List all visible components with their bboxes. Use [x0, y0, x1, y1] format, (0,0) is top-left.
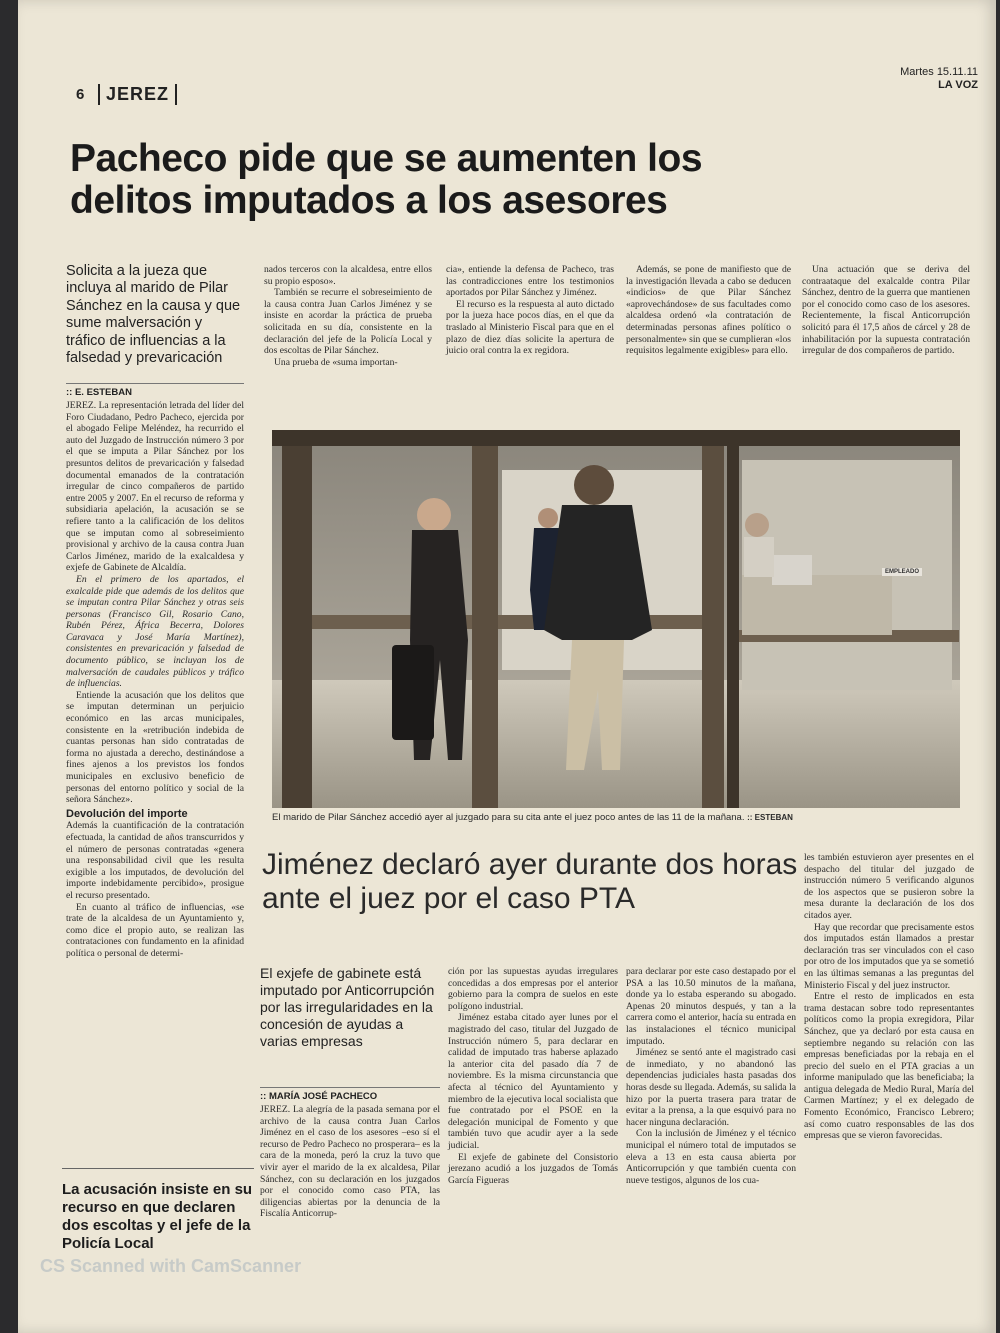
second-deck: El exjefe de gabinete está imputado por Anticorrupción por las irregularidades en la concesión de ayudas a varias empresas [260, 965, 435, 1049]
paragraph: En cuanto al tráfico de influencias, «se trate de la alcaldesa de un Ayuntamiento y, como dice el propio auto, se realizan las contrataciones con fundamento en la afinidad política o personal de determi- [66, 901, 244, 959]
article2-column-1 [260, 1104, 440, 1220]
paragraph: Además, se pone de manifiesto que de la investigación llevada a cabo se deducen «indicios» de que Pilar Sánchez «aprovechándose» de sus facultades como alcaldesa ordenó «la contratación de determinadas personas afines político o personalmente» sin que se cumplieran «los requisitos legalmente exigibles» para ello. [626, 264, 791, 357]
dateline [900, 66, 978, 92]
issue-date: Martes 15.11.11 [900, 66, 978, 78]
article2-column-4 [804, 852, 974, 1142]
paper-name: LA VOZ [938, 79, 978, 91]
paragraph: Hay que recordar que precisamente estos dos imputados están llamados a prestar declaración tras ser vinculados con el caso por otro de los imputados que ya se sometió en las últimas semanas a las preguntas del Ministerio Fiscal y del juez instructor. [804, 921, 974, 991]
article2-column-2 [448, 966, 618, 1186]
photo-credit: :: ESTEBAN [747, 813, 793, 822]
paragraph: Además la cuantificación de la contratación efectuada, la cantidad de años transcurridos y el número de personas contratadas «genera una responsabilidad civil que les resulta exigible a los imputados, de devolución del importe indebidamente percibido», prosigue el recurso presentado. [66, 820, 244, 901]
paragraph: JEREZ. La alegría de la pasada semana por el archivo de la causa contra Juan Carlos Jiménez en el caso de los asesores –eso sí el recurso de Pedro Pacheco no prosperara– es la cara de la moneda, peró la cruz la tuvo que vivir ayer el marido de la ex alcaldesa, Pilar Sánchez, con su declaración en los juzgados por el conocido como caso PTA, las diligencias abiertas por la denuncia de la Fiscalía Anticorrup- [260, 1104, 440, 1220]
second-byline: :: MARÍA JOSÉ PACHECO [260, 1087, 440, 1102]
subhead: Devolución del importe [66, 807, 188, 820]
article1-column-2 [264, 264, 432, 368]
page-number: 6 [76, 86, 85, 103]
article1-column-1 [66, 400, 244, 960]
main-deck: Solicita a la jueza que incluya al marido de Pilar Sánchez en la causa y que sume malversación y tráfico de influencias a la falsedad y prevaricación [66, 263, 241, 367]
article1-column-3 [446, 264, 614, 357]
paragraph: les también estuvieron ayer presentes en el despacho del titular del juzgado de instrucción número 5 verificando algunos de los aspectos que se pusieron sobre la mesa durante la declaración de los dos citados ayer. [804, 852, 974, 921]
section-label: JEREZ [98, 84, 177, 105]
article1-column-4 [626, 264, 791, 357]
desk-sign: EMPLEADO [882, 568, 922, 576]
paragraph: Jiménez estaba citado ayer lunes por el magistrado del caso, titular del Juzgado de Instrucción número 5, para declarar en calidad de imputado tras haberse aplazado la anterior cita del pasado día 7 de noviembre. Es la misma circunstancia que afecta al técnico del Ayuntamiento y miembro de la ejecutiva local socialista que fue contratado por el PSOE en la delegación municipal de Fomento y que también tuvo que acudir ayer a la sede judicial. [448, 1012, 618, 1151]
paragraph: cia», entiende la defensa de Pacheco, tras las contradicciones entre los testimonios aportados por Pilar Sánchez y Jiménez. [446, 264, 614, 299]
main-headline: Pacheco pide que se aumenten los delitos imputados a los asesores [70, 137, 703, 222]
photo-caption [272, 812, 962, 823]
scanner-watermark: CS Scanned with CamScanner [40, 1256, 302, 1276]
paragraph: También se recurre el sobreseimiento de la causa contra Juan Carlos Jiménez y se insiste en acordar la práctica de prueba solicitada en su día, consistente en la declaración del jefe de la Policía Local y dos escoltas de Pilar Sánchez. [264, 287, 432, 357]
paragraph: Entiende la acusación que los delitos que se imputan determinan un perjuicio económico en las arcas municipales, consistente en la «retribución indebida de cuantas personas han sido contratadas de forma no ajustada a derecho, destinándose a fines ajenos a los previstos los fondos municipales en exclusivo beneficio de personas del entorno político y social de la señora Sánchez». [66, 689, 244, 806]
main-byline: :: E. ESTEBAN [66, 383, 244, 398]
paragraph: El exjefe de gabinete del Consistorio jerezano acudió a los juzgados de Tomás García Figueras [448, 1151, 618, 1186]
paragraph: El recurso es la respuesta al auto dictado por la jueza hace pocos días, en el que da traslado al Ministerio Fiscal para que en el plazo de diez días solicite la apertura de juicio oral contra la ex regidora. [446, 298, 614, 357]
paragraph: JEREZ. La representación letrada del líder del Foro Ciudadano, Pedro Pacheco, ejercida por el abogado Felipe Meléndez, ha recurrido el auto del Juzgado de Instrucción número 3 por el que se imputa a Pilar Sánchez por los presuntos delitos de prevaricación y falsedad documental emanados de la contratación irregular de cinco compañeros de partido entre 2005 y 2007. En el recurso de reforma y subsidiaria apelación, la acusación se se refiere tanto a la calificación de los delitos que se imputan como al sobreseimiento provisional y archivo de la causa contra Juan Carlos Jiménez, marido de la exalcaldesa y exjefe de Gabinete de Alcaldía. [66, 400, 244, 574]
paragraph: Jiménez se sentó ante el magistrado casi de inmediato, y no abandonó las dependencias judiciales hasta pasadas dos horas desde su llegada. Además, su salida la hizo por la puerta trasera para tratar de evitar a la prensa, a la que esquivó para no hacer ninguna declaración. [626, 1047, 796, 1128]
paragraph: En el primero de los apartados, el exalcalde pide que además de los delitos que se imputan contra Pilar Sánchez y otras seis personas (Francisco Gil, Rosario Cano, Rubén Pérez, África Becerra, Dolores Caravaca y José María Martínez), consistentes en prevaricación y falsedad de documento público, se incluyan los de malversación de caudales públicos y tráfico de influencias. [66, 573, 244, 690]
photo-illustration [272, 430, 960, 808]
caption-text: El marido de Pilar Sánchez accedió ayer al juzgado para su cita ante el juez poco antes de las 11 de la mañana. [272, 812, 745, 823]
paragraph: Entre el resto de implicados en esta trama destacan sobre todo representantes políticos como la propia exregidora, Pilar Sánchez, que ya declaró por esta causa en septiembre negando su relación con las empresas beneficiadas por la rebaja en el precio del suelo en el PTA gracias a un informe manipulado que las beneficiaba; la antigua delegada de Medio Rural, María del Carmen Martínez; y el ex delegado de Fomento Económico, Francisco Lebrero; así como cuatro responsables de las dos empresas que se vieron favorecidas. [804, 991, 974, 1142]
second-headline: Jiménez declaró ayer durante dos horas ante el juez por el caso PTA [262, 848, 798, 915]
paragraph: Una prueba de «suma importan- [274, 356, 398, 368]
paragraph: Con la inclusión de Jiménez y el técnico municipal el número total de imputados se eleva a 13 en esta causa abierta por Anticorrupción y que también cuenta con nueve testigos, algunos de los cua- [626, 1128, 796, 1186]
paragraph: Una actuación que se deriva del contraataque del exalcalde contra Pilar Sánchez, dentro de la guerra que mantienen por el conocido como caso de los asesores. Recientemente, la fiscal Anticorrupción solicitó para él 17,5 años de cárcel y 28 de inhabilitación por la supuesta contratación irregular de dos compañeros de partido. [802, 264, 970, 357]
article1-column-5 [802, 264, 970, 357]
court-entrance-photo [272, 430, 960, 808]
paragraph: ción por las supuestas ayudas irregulares concedidas a dos empresas por el anterior gobierno para la compra de suelos en este polígono industrial. [448, 966, 618, 1012]
paragraph: nados terceros con la alcaldesa, entre ellos su propio esposo». [264, 264, 432, 287]
article2-column-3 [626, 966, 796, 1186]
paragraph: para declarar por este caso destapado por el PSA a las 10.50 minutos de la mañana, donde ya lo estaba esperando su abogado. Apenas 20 minutos después, y tan a la carrera como el anterior, hacía su entrada en las instalaciones el técnico municipal imputado. [626, 966, 796, 1047]
pull-quote: La acusación insiste en su recurso en que declaren dos escoltas y el jefe de la Policía Local [62, 1168, 254, 1253]
